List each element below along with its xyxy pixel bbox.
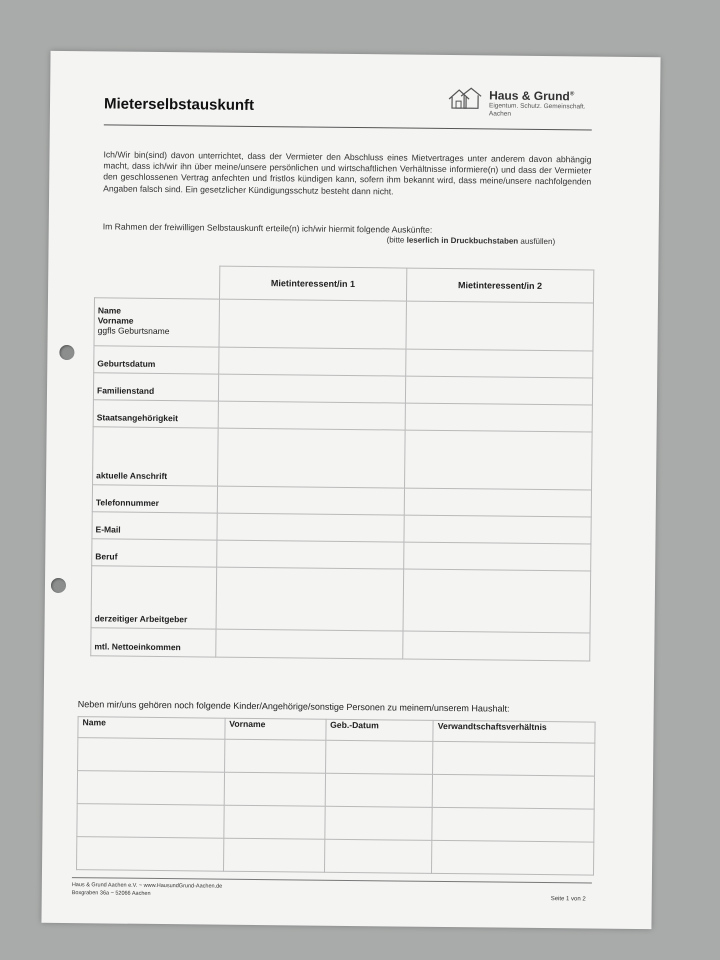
fill-instruction: (bitte leserlich in Druckbuchstaben ausfüllen) — [386, 235, 556, 247]
input-cell-staatsangehoerigkeit-2[interactable] — [405, 403, 592, 432]
table-corner — [94, 265, 219, 299]
input-cell-telefonnummer-1[interactable] — [217, 486, 404, 515]
input-cell-beruf-2[interactable] — [404, 542, 591, 571]
row-label-familienstand: Familienstand — [93, 373, 218, 401]
table-row — [78, 738, 595, 776]
logo-name: Haus & Grund — [489, 88, 570, 104]
logo — [447, 85, 607, 127]
instruction-text: Im Rahmen der freiwilligen Selbstauskunft erteile(n) ich/wir hiermit folgende Auskünfte: — [102, 221, 433, 235]
input-cell-familienstand-1[interactable] — [218, 374, 405, 403]
input-cell-familienstand-2[interactable] — [405, 376, 592, 405]
input-cell[interactable] — [224, 805, 325, 839]
input-cell-geburtsdatum-1[interactable] — [218, 347, 405, 376]
input-cell-beruf-1[interactable] — [216, 540, 403, 569]
input-cell-nettoeinkommen-2[interactable] — [403, 631, 590, 661]
row-label-arbeitgeber: derzeitiger Arbeitgeber — [91, 566, 216, 629]
input-cell[interactable] — [433, 741, 595, 776]
input-cell-nettoeinkommen-1[interactable] — [215, 629, 402, 659]
input-cell[interactable] — [78, 738, 225, 773]
logo-city: Aachen — [488, 110, 512, 118]
logo-registered: ® — [569, 91, 575, 98]
household-intro: Neben mir/uns gehören noch folgende Kinder/Angehörige/sonstige Personen zu meinem/unserem Haushalt: — [77, 699, 510, 714]
row-label-beruf: Beruf — [92, 539, 217, 567]
column-header-vorname: Vorname — [225, 718, 326, 740]
logo-tagline: Eigentum. Schutz. Gemeinschaft. — [488, 102, 586, 111]
input-cell[interactable] — [77, 837, 224, 872]
input-cell[interactable] — [325, 773, 433, 807]
input-cell[interactable] — [324, 806, 432, 840]
input-cell[interactable] — [432, 774, 594, 809]
input-cell-anschrift-1[interactable] — [217, 428, 405, 488]
input-cell-staatsangehoerigkeit-1[interactable] — [218, 401, 405, 430]
document-page — [41, 51, 660, 929]
household-table — [76, 716, 596, 875]
input-cell-arbeitgeber-1[interactable] — [216, 567, 404, 631]
input-cell-email-2[interactable] — [404, 515, 591, 544]
input-cell[interactable] — [224, 739, 325, 773]
input-cell-geburtsdatum-2[interactable] — [406, 349, 593, 378]
column-header-applicant-1: Mietinteressent/in 1 — [219, 266, 406, 301]
row-label-nettoeinkommen: mtl. Nettoeinkommen — [91, 628, 216, 657]
input-cell-arbeitgeber-2[interactable] — [403, 569, 591, 633]
input-cell[interactable] — [324, 839, 432, 873]
table-row — [77, 837, 594, 875]
punch-hole-bottom — [51, 578, 66, 593]
input-cell[interactable] — [432, 807, 594, 842]
row-label-staatsangehoerigkeit: Staatsangehörigkeit — [93, 400, 218, 428]
input-cell[interactable] — [223, 838, 324, 872]
column-header-name: Name — [78, 717, 225, 740]
input-cell[interactable] — [224, 772, 325, 806]
column-header-verwandtschaft: Verwandtschaftsverhältnis — [433, 720, 595, 743]
page-number: Seite 1 von 2 — [550, 896, 586, 903]
house-logo-icon — [447, 87, 483, 111]
row-label-geburtsdatum: Geburtsdatum — [94, 346, 219, 374]
punch-hole-top — [59, 345, 74, 360]
row-label-telefonnummer: Telefonnummer — [92, 485, 217, 513]
column-header-applicant-2: Mietinteressent/in 2 — [406, 268, 593, 303]
footer-address: Haus & Grund Aachen e.V. ~ www.HausundGrund-Aachen.de Boxgraben 36a ~ 52066 Aachen — [71, 882, 223, 897]
input-cell-telefonnummer-2[interactable] — [404, 488, 591, 517]
row-label-name: Name Vorname ggfls Geburtsname — [94, 298, 219, 347]
input-cell[interactable] — [77, 804, 224, 839]
row-label-anschrift: aktuelle Anschrift — [93, 427, 218, 486]
input-cell[interactable] — [77, 771, 224, 806]
table-row — [77, 804, 594, 842]
input-cell-name-1[interactable] — [219, 299, 407, 349]
input-cell[interactable] — [432, 840, 594, 875]
column-header-geb-datum: Geb.-Datum — [325, 719, 433, 741]
applicant-table — [90, 264, 594, 661]
row-label-email: E-Mail — [92, 512, 217, 540]
document-title: Mieterselbstauskunft — [103, 95, 255, 114]
intro-text: Ich/Wir bin(sind) davon unterrichtet, dass der Vermieter den Abschluss eines Mietvertrages unter anderem davon abhängig macht, dass ich/wir ihn über meine/unsere persönlichen und wirtschaftlichen Verhältnisse informiere(n) und dass der Vermieter den geschlossenen Vertrag anfechten und fristlos kündigen kann, sofern ihm bekannt wird, dass meine/unsere nachfolgenden Angaben falsch sind. Ein gesetzlicher Kündigungsschutz besteht dann nicht. — [103, 149, 592, 197]
table-row — [77, 771, 594, 809]
input-cell-name-2[interactable] — [406, 301, 594, 351]
input-cell[interactable] — [325, 740, 433, 774]
input-cell-email-1[interactable] — [217, 513, 404, 542]
input-cell-anschrift-2[interactable] — [404, 430, 592, 490]
